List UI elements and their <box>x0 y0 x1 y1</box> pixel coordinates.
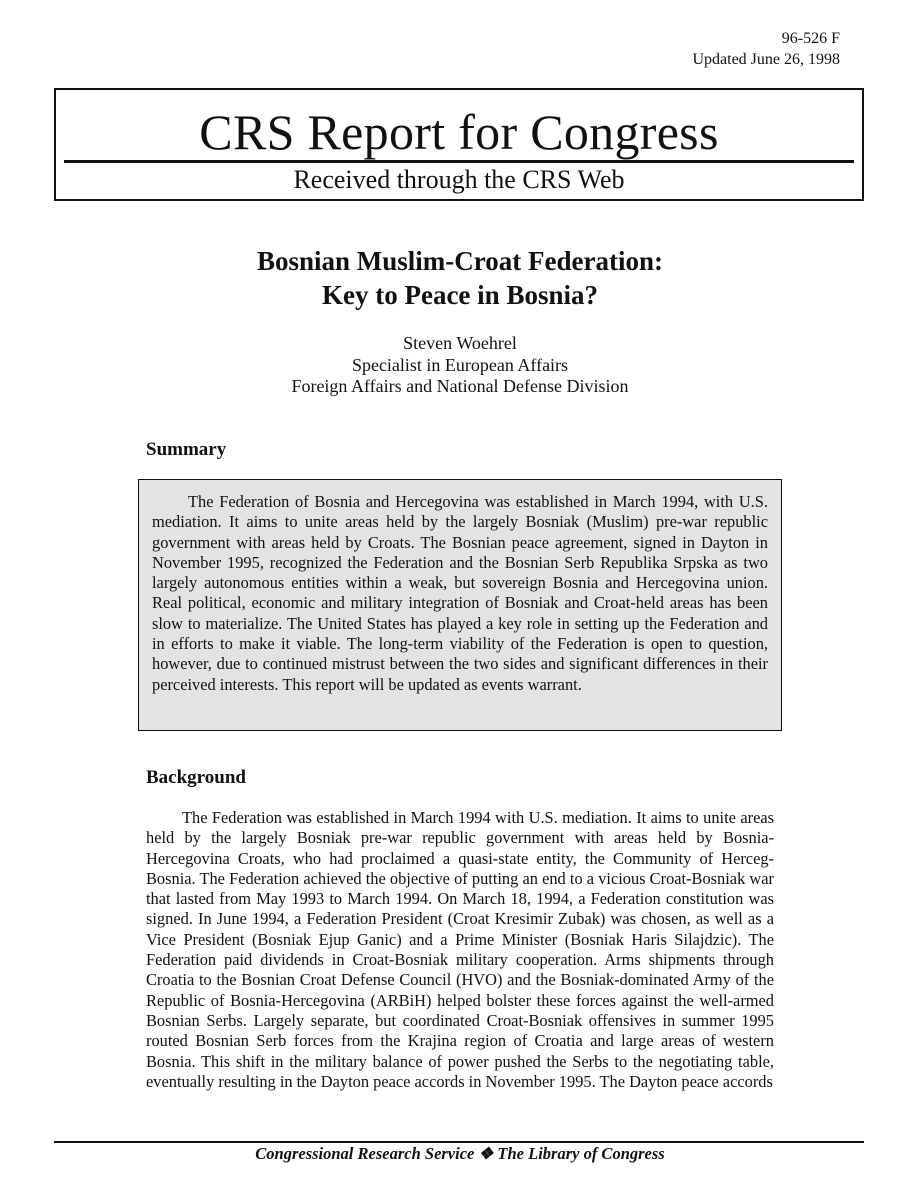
background-heading: Background <box>146 767 246 788</box>
footer-divider <box>54 1141 864 1143</box>
title-line-1: Bosnian Muslim-Croat Federation: <box>257 246 663 276</box>
summary-text: The Federation of Bosnia and Hercegovina was established in March 1994, with U.S. mediation. It aims to unite areas held by the largely Bosniak (Muslim) pre-war republic government with areas held by Croats. The Bosnian peace agreement, signed in Dayton in November 1995, recognized the Federation and the Bosnian Serb Republika Srpska as two largely autonomous entities within a weak, but sovereign Bosnia and Hercegovina union. Real political, economic and military integration of Bosniak and Croat-held areas has been slow to materialize. The United States has played a key role in setting up the Federation and in efforts to make it viable. The long-term viability of the Federation is open to question, however, due to continued mistrust between the two sides and significant differences in their perceived interests. This report will be updated as events warrant. <box>152 492 768 694</box>
updated-date: Updated June 26, 1998 <box>692 51 840 68</box>
masthead-divider <box>64 160 854 163</box>
masthead-title: CRS Report for Congress <box>199 104 719 160</box>
masthead-subtitle: Received through the CRS Web <box>293 165 625 194</box>
author-block <box>0 333 920 398</box>
summary-box <box>138 479 782 731</box>
author-division: Foreign Affairs and National Defense Division <box>291 376 629 396</box>
background-paragraph: The Federation was established in March 1994 with U.S. mediation. It aims to unite areas held by the largely Bosniak pre-war republic government with areas held by Bosnia-Hercegovina Croats, who had proclaimed a quasi-state entity, the Community of Herceg-Bosnia. The Federation achieved the objective of putting an end to a vicious Croat-Bosniak war that lasted from May 1993 to March 1994. On March 18, 1994, a Federation constitution was signed. In June 1994, a Federation President (Croat Kresimir Zubak) was chosen, as well as a Vice President (Bosniak Ejup Ganic) and a Prime Minister (Bosniak Haris Silajdzic). The Federation paid dividends in Croat-Bosniak military cooperation. Arms shipments through Croatia to the Bosnian Croat Defense Council (HVO) and the Bosniak-dominated Army of the Republic of Bosnia-Hercegovina (ARBiH) helped bolster these forces against the well-armed Bosnian Serbs. Largely separate, but coordinated Croat-Bosniak offensives in summer 1995 routed Bosnian Serb forces from the Krajina region of Croatia and large areas of western Bosnia. This shift in the military balance of power pushed the Serbs to the negotiating table, eventually resulting in the Dayton peace accords in November 1995. The Dayton peace accords <box>146 808 774 1091</box>
author-name: Steven Woehrel <box>403 333 517 353</box>
author-title: Specialist in European Affairs <box>351 354 569 375</box>
footer-credit: Congressional Research Service ❖ The Library of Congress <box>255 1144 665 1163</box>
summary-heading: Summary <box>146 439 227 460</box>
report-number: 96-526 F <box>781 30 840 47</box>
masthead-box <box>54 88 864 201</box>
title-line-2: Key to Peace in Bosnia? <box>322 280 598 310</box>
report-identifier <box>692 28 840 70</box>
document-title <box>0 244 920 312</box>
